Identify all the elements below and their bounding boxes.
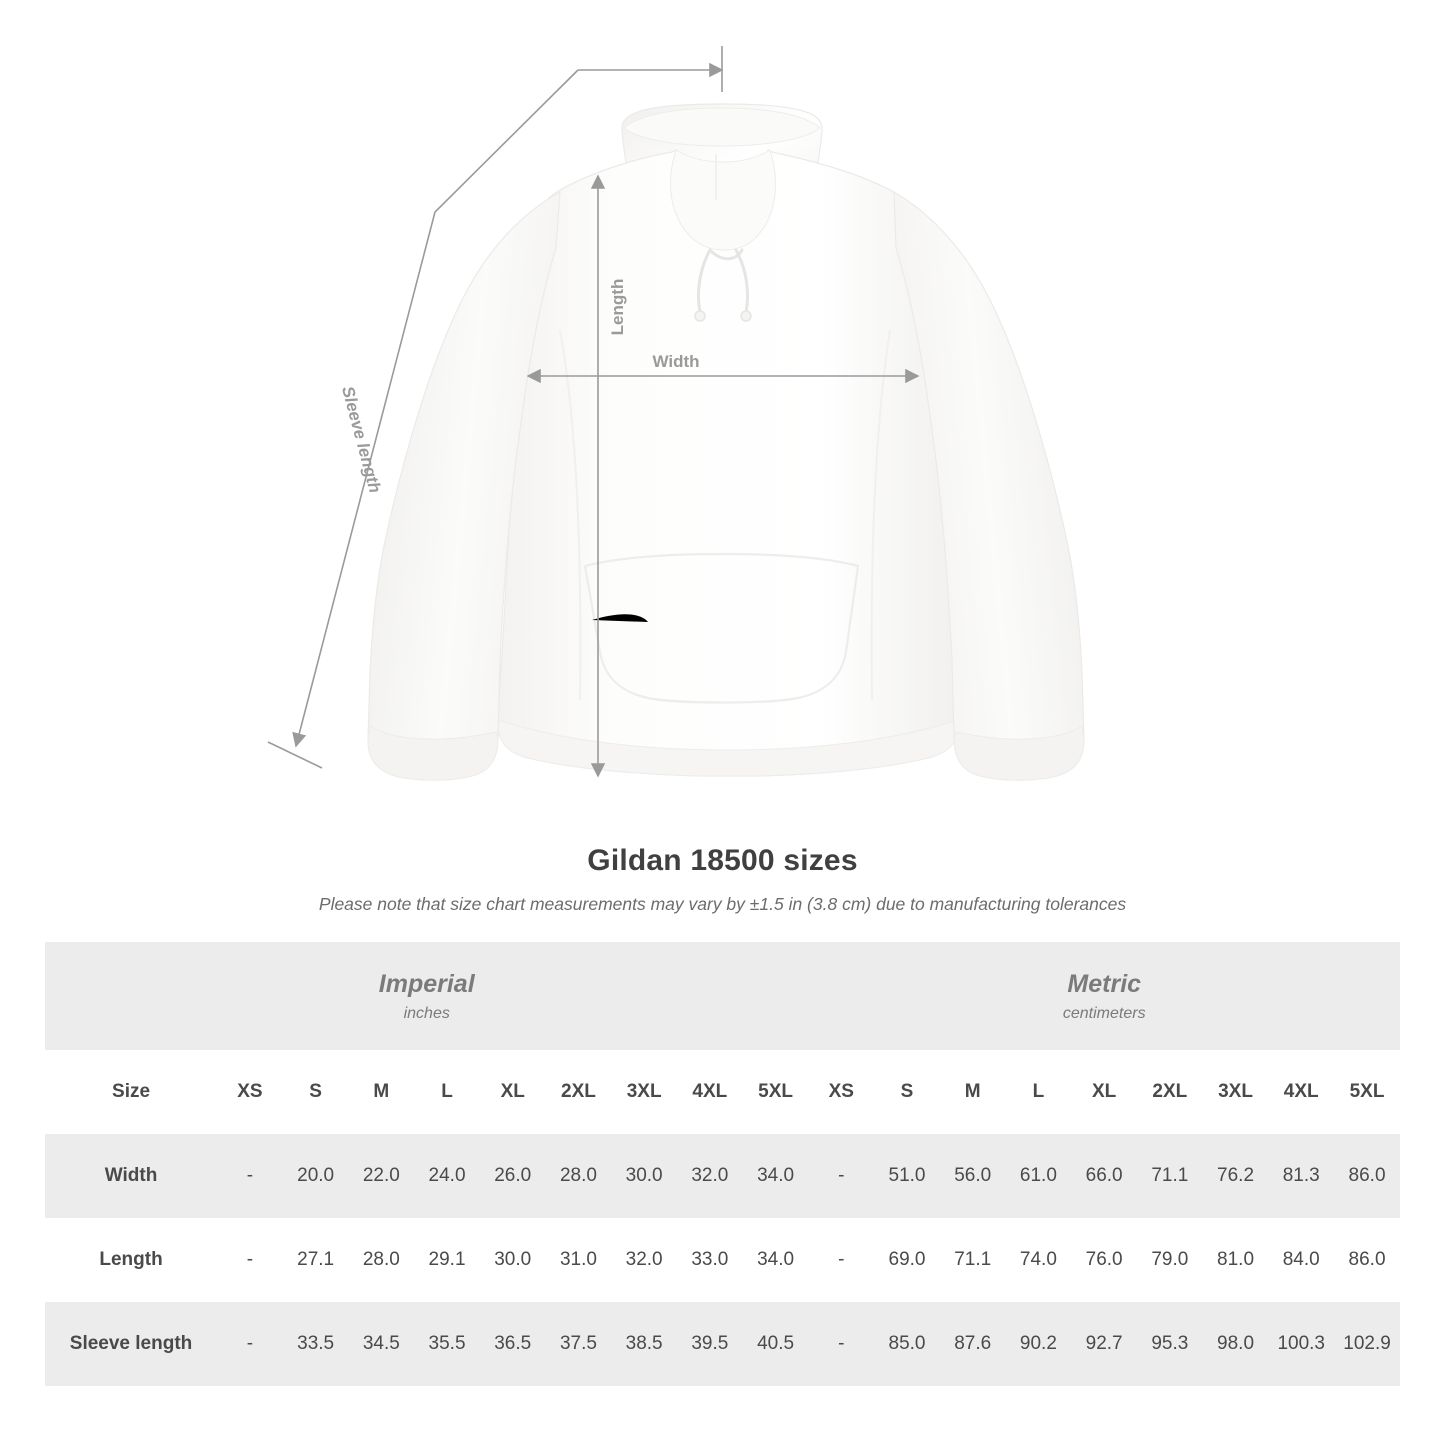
cell-width-metric-m: 56.0 xyxy=(940,1134,1006,1218)
header-size: Size xyxy=(45,1050,217,1134)
cell-sleeve-metric-2xl: 95.3 xyxy=(1137,1302,1203,1386)
cell-width-metric-4xl: 81.3 xyxy=(1268,1134,1334,1218)
header-imperial-3xl: 3XL xyxy=(611,1050,677,1134)
cell-width-metric-xl: 66.0 xyxy=(1071,1134,1137,1218)
cell-sleeve-metric-m: 87.6 xyxy=(940,1302,1006,1386)
table-row xyxy=(45,1134,1400,1218)
unit-group-metric xyxy=(808,942,1400,1050)
sleeve-length-end-tick xyxy=(268,742,322,768)
size-table-wrap xyxy=(45,942,1400,1386)
title-block xyxy=(0,844,1445,915)
cell-width-imperial-5xl: 34.0 xyxy=(743,1134,809,1218)
cell-sleeve-metric-xs: - xyxy=(808,1302,874,1386)
garment-body xyxy=(368,104,1084,780)
cell-length-metric-2xl: 79.0 xyxy=(1151,1249,1189,1270)
header-metric-m: M xyxy=(940,1050,1006,1134)
cell-sleeve-imperial-s: 33.5 xyxy=(283,1302,349,1386)
cell-length-metric-s: 69.0 xyxy=(888,1249,926,1270)
header-imperial-2xl: 2XL xyxy=(546,1050,612,1134)
size-header-row xyxy=(45,1050,1400,1134)
unit-sub-metric: centimeters xyxy=(1062,1004,1146,1022)
unit-header-row xyxy=(45,942,1400,1050)
cell-width-imperial-m: 22.0 xyxy=(348,1134,414,1218)
header-metric-4xl: 4XL xyxy=(1268,1050,1334,1134)
header-metric-2xl: 2XL xyxy=(1137,1050,1203,1134)
header-metric-s: S xyxy=(874,1050,940,1134)
cell-sleeve-imperial-xl: 36.5 xyxy=(480,1302,546,1386)
page-title: Gildan 18500 sizes xyxy=(587,844,858,877)
table-row xyxy=(45,1302,1400,1386)
label-length: Length xyxy=(608,278,627,336)
unit-system-imperial: Imperial xyxy=(378,970,475,999)
unit-group-imperial xyxy=(45,942,808,1050)
header-metric-xl: XL xyxy=(1071,1050,1137,1134)
header-metric-5xl: 5XL xyxy=(1334,1050,1400,1134)
cell-sleeve-imperial-xs: - xyxy=(217,1302,283,1386)
header-imperial-s: S xyxy=(283,1050,349,1134)
cell-sleeve-imperial-3xl: 38.5 xyxy=(611,1302,677,1386)
header-imperial-xl: XL xyxy=(480,1050,546,1134)
cell-sleeve-imperial-l: 35.5 xyxy=(414,1302,480,1386)
cell-sleeve-imperial-5xl: 40.5 xyxy=(743,1302,809,1386)
cell-sleeve-metric-4xl: 100.3 xyxy=(1268,1302,1334,1386)
cell-length-imperial-xl: 30.0 xyxy=(494,1249,532,1270)
cell-width-imperial-4xl: 32.0 xyxy=(677,1134,743,1218)
header-imperial-m: M xyxy=(348,1050,414,1134)
header-imperial-xs: XS xyxy=(217,1050,283,1134)
cell-length-metric-4xl: 84.0 xyxy=(1282,1249,1320,1270)
cell-width-metric-xs: - xyxy=(808,1134,874,1218)
cell-width-metric-s: 51.0 xyxy=(874,1134,940,1218)
cell-width-imperial-2xl: 28.0 xyxy=(546,1134,612,1218)
cell-width-imperial-l: 24.0 xyxy=(414,1134,480,1218)
size-table xyxy=(45,942,1400,1386)
cell-width-metric-l: 61.0 xyxy=(1006,1134,1072,1218)
header-imperial-l: L xyxy=(414,1050,480,1134)
header-imperial-4xl: 4XL xyxy=(677,1050,743,1134)
label-sleeve-length: Sleeve length xyxy=(337,384,385,495)
header-metric-3xl: 3XL xyxy=(1203,1050,1269,1134)
cell-length-metric-5xl: 86.0 xyxy=(1348,1249,1386,1270)
cell-width-metric-5xl: 86.0 xyxy=(1334,1134,1400,1218)
cell-width-metric-2xl: 71.1 xyxy=(1137,1134,1203,1218)
cell-length-metric-l: 74.0 xyxy=(1019,1249,1057,1270)
unit-sub-imperial: inches xyxy=(403,1004,450,1022)
cell-sleeve-metric-xl: 92.7 xyxy=(1071,1302,1137,1386)
cell-width-imperial-xl: 26.0 xyxy=(480,1134,546,1218)
row-label-sleeve-length: Sleeve length xyxy=(45,1302,217,1386)
cell-length-imperial-3xl: 32.0 xyxy=(625,1249,663,1270)
header-metric-l: L xyxy=(1006,1050,1072,1134)
cell-width-metric-3xl: 76.2 xyxy=(1203,1134,1269,1218)
cell-width-imperial-3xl: 30.0 xyxy=(611,1134,677,1218)
row-label-length: Length xyxy=(99,1249,163,1270)
cell-sleeve-imperial-4xl: 39.5 xyxy=(677,1302,743,1386)
cell-length-imperial-4xl: 33.0 xyxy=(691,1249,729,1270)
table-row xyxy=(45,1218,1400,1302)
cell-length-metric-3xl: 81.0 xyxy=(1217,1249,1255,1270)
cell-length-imperial-xs: - xyxy=(246,1249,254,1270)
cell-width-imperial-s: 20.0 xyxy=(283,1134,349,1218)
cell-length-metric-xl: 76.0 xyxy=(1085,1249,1123,1270)
header-metric-xs: XS xyxy=(808,1050,874,1134)
cell-sleeve-metric-3xl: 98.0 xyxy=(1203,1302,1269,1386)
cell-length-imperial-5xl: 34.0 xyxy=(757,1249,795,1270)
label-width: Width xyxy=(652,352,700,371)
cell-length-imperial-s: 27.1 xyxy=(297,1249,335,1270)
cell-length-imperial-2xl: 31.0 xyxy=(559,1249,597,1270)
cell-length-imperial-l: 29.1 xyxy=(428,1249,466,1270)
row-label-width: Width xyxy=(45,1134,217,1218)
cell-sleeve-imperial-m: 34.5 xyxy=(348,1302,414,1386)
cell-sleeve-metric-5xl: 102.9 xyxy=(1334,1302,1400,1386)
unit-system-metric: Metric xyxy=(1067,970,1142,999)
cell-length-metric-xs: - xyxy=(838,1249,845,1270)
cell-sleeve-imperial-2xl: 37.5 xyxy=(546,1302,612,1386)
cell-sleeve-metric-s: 85.0 xyxy=(874,1302,940,1386)
cell-sleeve-metric-l: 90.2 xyxy=(1006,1302,1072,1386)
cell-length-imperial-m: 28.0 xyxy=(362,1249,400,1270)
cell-length-metric-m: 71.1 xyxy=(954,1249,992,1270)
header-imperial-5xl: 5XL xyxy=(743,1050,809,1134)
measurement-note: Please note that size chart measurements may vary by ±1.5 in (3.8 cm) due to manufacturing tolerances xyxy=(318,894,1127,914)
cell-width-imperial-xs: - xyxy=(217,1134,283,1218)
